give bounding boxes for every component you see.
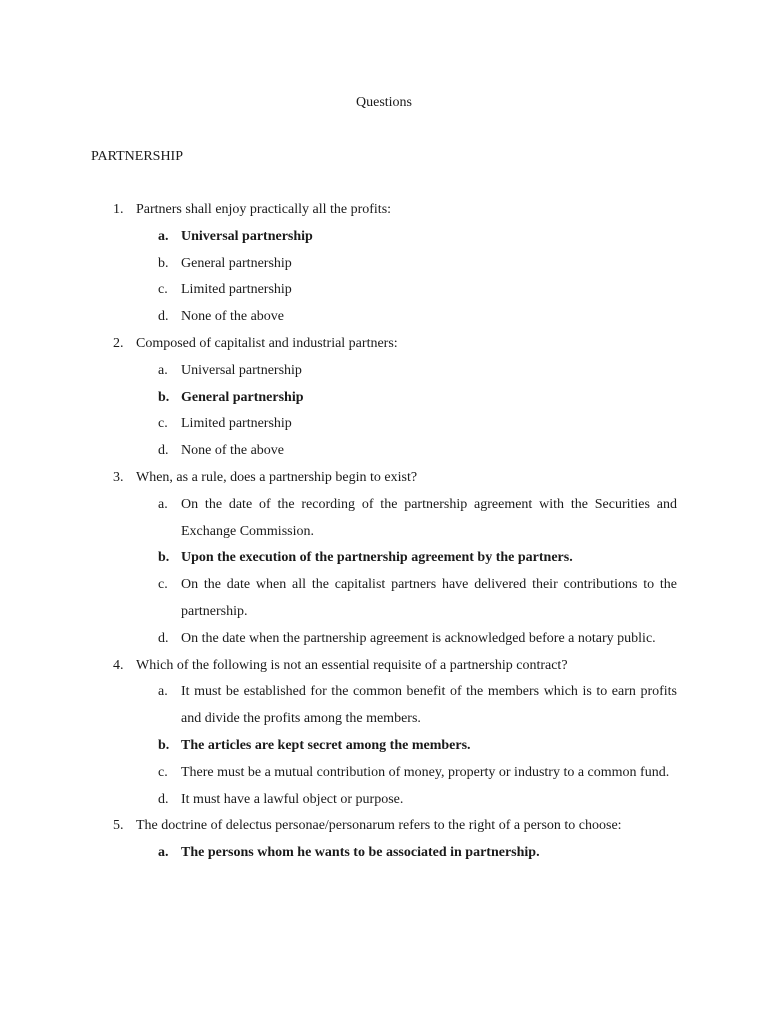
option-1a — [0, 224, 768, 251]
question-text: Which of the following is not an essential requisite of a partnership contract? — [136, 657, 568, 673]
option-letter: c. — [158, 764, 168, 780]
option-text-answer: General partnership — [181, 389, 304, 405]
option-letter: a. — [158, 496, 168, 512]
option-letter: a. — [158, 362, 168, 378]
option-text: It must be established for the common benefit of the members which is to earn profits and divide the profits among the members. — [181, 684, 677, 727]
option-letter: b. — [158, 389, 170, 405]
option-letter: d. — [158, 443, 169, 459]
option-2c — [0, 411, 768, 438]
option-text: Limited partnership — [181, 282, 292, 298]
option-text: General partnership — [181, 255, 292, 271]
question-text: Partners shall enjoy practically all the profits: — [136, 202, 392, 217]
option-4c — [0, 760, 768, 787]
question-number: 5. — [113, 818, 124, 834]
option-text: On the date when the partnership agreement is acknowledged before a notary public. — [181, 630, 656, 646]
question-list — [0, 197, 768, 867]
question-number: 4. — [113, 657, 124, 673]
option-letter: a. — [158, 228, 169, 244]
question-text: Composed of capitalist and industrial partners: — [136, 335, 398, 351]
option-2a — [0, 358, 768, 385]
option-3b — [0, 545, 768, 572]
option-text: None of the above — [181, 309, 285, 325]
option-letter: c. — [158, 416, 168, 432]
document-title: Questions — [356, 95, 412, 110]
option-letter: b. — [158, 737, 170, 753]
question-5 — [0, 813, 768, 867]
option-4b — [0, 733, 768, 760]
option-4a — [0, 679, 768, 733]
option-text: On the date of the recording of the partnership agreement with the Securities and Exchange Commission. — [181, 496, 677, 539]
option-text: It must have a lawful object or purpose. — [181, 791, 404, 807]
option-4d — [0, 787, 768, 814]
question-number: 3. — [113, 469, 124, 485]
option-text: Limited partnership — [181, 416, 292, 432]
option-text: On the date when all the capitalist partners have delivered their contributions to the partnership. — [181, 577, 677, 619]
section-heading: PARTNERSHIP — [91, 149, 184, 164]
option-text: There must be a mutual contribution of money, property or industry to a common fund. — [181, 764, 670, 780]
option-5a — [0, 840, 768, 867]
question-4 — [0, 653, 768, 814]
option-letter: c. — [158, 282, 168, 298]
option-letter: d. — [158, 791, 169, 807]
option-3a — [0, 492, 768, 546]
option-text: None of the above — [181, 443, 285, 459]
option-text-answer: Upon the execution of the partnership agreement by the partners. — [181, 550, 573, 566]
option-2d — [0, 438, 768, 465]
question-3 — [0, 465, 768, 653]
option-text: Universal partnership — [181, 362, 302, 378]
option-2b — [0, 385, 768, 412]
question-number: 1. — [113, 202, 124, 217]
option-3c — [0, 572, 768, 626]
option-1c — [0, 277, 768, 304]
option-letter: c. — [158, 577, 168, 593]
question-number: 2. — [113, 335, 124, 351]
option-text-answer: The persons whom he wants to be associated in partnership. — [181, 845, 540, 861]
question-2 — [0, 331, 768, 465]
option-1b — [0, 251, 768, 278]
question-1 — [0, 197, 768, 331]
option-1d — [0, 304, 768, 331]
option-letter: b. — [158, 550, 170, 566]
option-letter: b. — [158, 255, 169, 271]
option-letter: d. — [158, 309, 169, 325]
option-text-answer: The articles are kept secret among the members. — [181, 737, 471, 753]
option-text-answer: Universal partnership — [181, 228, 313, 244]
question-text: When, as a rule, does a partnership begin to exist? — [136, 469, 418, 485]
option-3d — [0, 626, 768, 653]
option-letter: a. — [158, 845, 169, 861]
question-text: The doctrine of delectus personae/personarum refers to the right of a person to choose: — [136, 818, 622, 834]
option-letter: d. — [158, 630, 169, 646]
option-letter: a. — [158, 684, 168, 700]
